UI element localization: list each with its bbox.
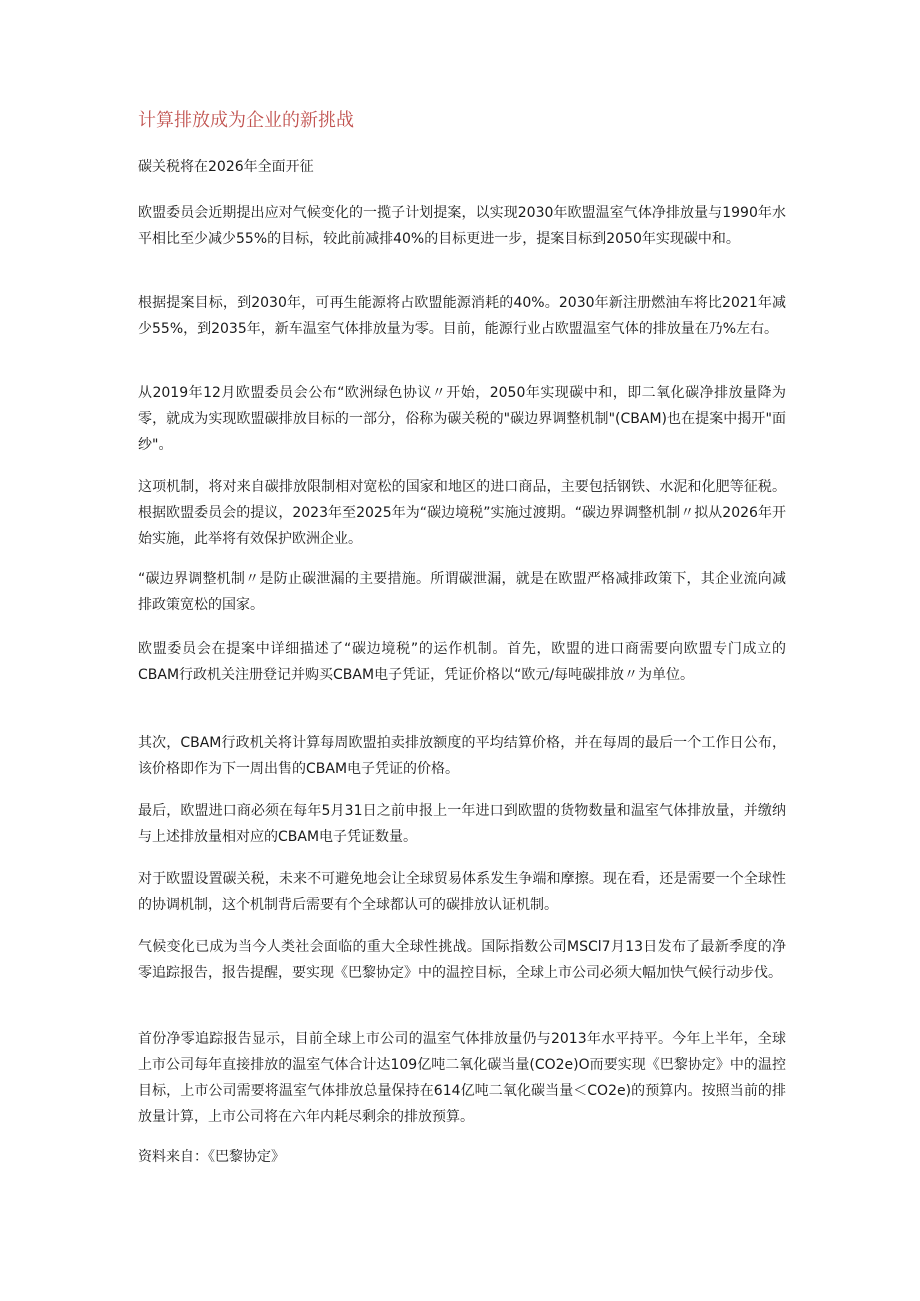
article-title: 计算排放成为企业的新挑战	[138, 110, 354, 131]
article-subtitle: 碳关税将在2026年全面开征	[138, 159, 314, 175]
paragraph-1: 欧盟委员会近期提出应对气候变化的一揽子计划提案，以实现2030年欧盟温室气体净排放量与1990年水平相比至少减少55%的目标，较此前减排40%的目标更进一步，提案目标到2050年实现碳中和。	[138, 205, 786, 247]
paragraph-9: 对于欧盟设置碳关税，未来不可避免地会让全球贸易体系发生争端和摩擦。现在看，还是需要一个全球性的协调机制，这个机制背后需要有个全球都认可的碳排放认证机制。	[138, 871, 786, 913]
paragraph-11: 首份净零追踪报告显示，目前全球上市公司的温室气体排放量仍与2013年水平持平。今年上半年，全球上市公司每年直接排放的温室气体合计达109亿吨二氧化碳当量(CO2e)O而要实现《巴黎协定》中的温控目标，上市公司需要将温室气体排放总量保持在614亿吨二氧化碳当量＜CO2e)的预算内。按照当前的排放量计算，上市公司将在六年内耗尽剩余的排放预算。	[138, 1031, 786, 1125]
paragraph-8: 最后，欧盟进口商必须在每年5月31日之前申报上一年进口到欧盟的货物数量和温室气体排放量，并缴纳与上述排放量相对应的CBAM电子凭证数量。	[138, 803, 786, 845]
paragraph-10: 气候变化已成为当今人类社会面临的重大全球性挑战。国际指数公司MSCl7月13日发布了最新季度的净零追踪报告，报告提醒，要实现《巴黎协定》中的温控目标，全球上市公司必须大幅加快气候行动步伐。	[138, 939, 786, 981]
paragraph-6: 欧盟委员会在提案中详细描述了“碳边境税”的运作机制。首先，欧盟的进口商需要向欧盟专门成立的CBAM行政机关注册登记并购买CBAM电子凭证，凭证价格以“欧元/每吨碳排放〃为单位。	[138, 641, 786, 683]
source-note: 资料来自：《巴黎协定》	[138, 1149, 285, 1165]
paragraph-7: 其次，CBAM行政机关将计算每周欧盟拍卖排放额度的平均结算价格，并在每周的最后一个工作日公布，该价格即作为下一周出售的CBAM电子凭证的价格。	[138, 735, 786, 777]
paragraph-3: 从2019年12月欧盟委员会公布“欧洲绿色协议〃开始，2050年实现碳中和，即二氧化碳净排放量降为零，就成为实现欧盟碳排放目标的一部分，俗称为碳关税的"碳边界调整机制"(CBAM)也在提案中揭开"面纱"。	[138, 385, 786, 453]
paragraph-5: “碳边界调整机制〃是防止碳泄漏的主要措施。所谓碳泄漏，就是在欧盟严格减排政策下，其企业流向减排政策宽松的国家。	[138, 571, 786, 613]
paragraph-2: 根据提案目标，到2030年，可再生能源将占欧盟能源消耗的40%。2030年新注册燃油车将比2021年减少55%，到2035年，新车温室气体排放量为零。目前，能源行业占欧盟温室气体的排放量在乃%左右。	[138, 295, 786, 337]
paragraph-4: 这项机制，将对来自碳排放限制相对宽松的国家和地区的进口商品，主要包括钢铁、水泥和化肥等征税。根据欧盟委员会的提议，2023年至2025年为“碳边境税”实施过渡期。“碳边界调整机制〃拟从2026年开始实施，此举将有效保护欧洲企业。	[138, 479, 786, 547]
